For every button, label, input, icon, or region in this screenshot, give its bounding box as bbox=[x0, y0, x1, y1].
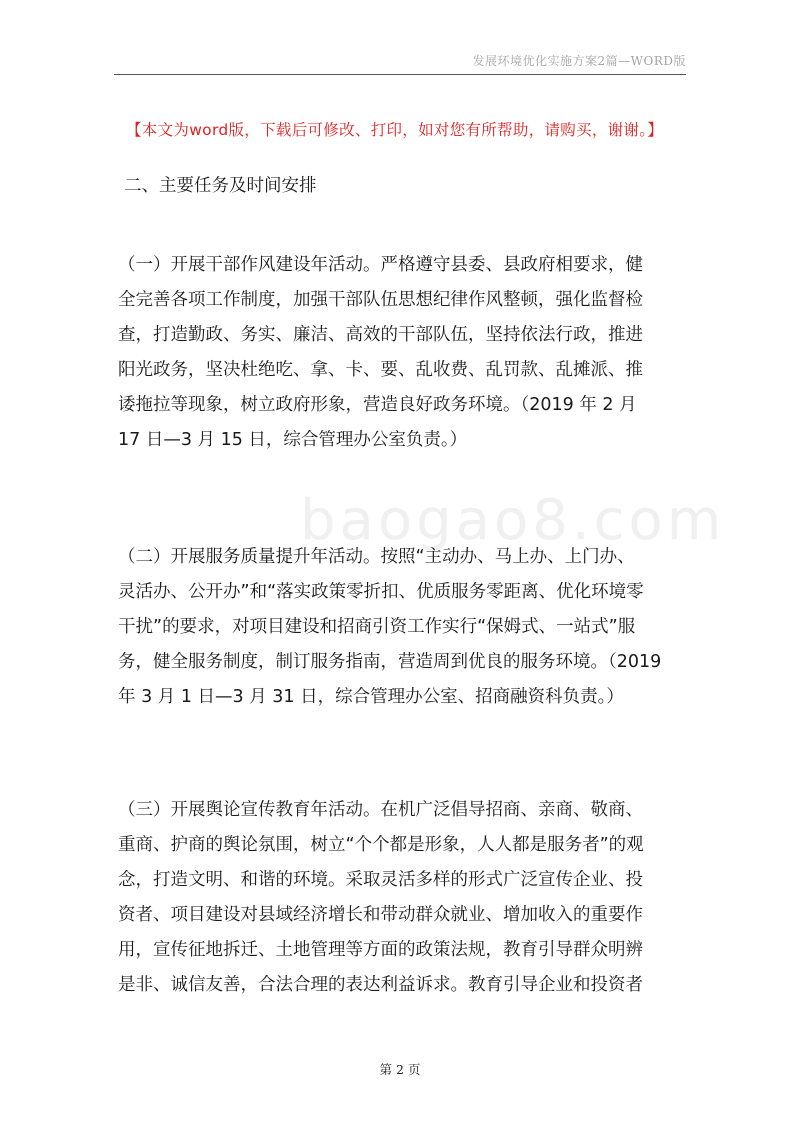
paragraph-line: 干扰”的要求，对项目建设和招商引资工作实行“保姆式、一站式”服 bbox=[118, 617, 636, 637]
paragraph-line: 重商、护商的舆论氛围，树立“个个都是形象，人人都是服务者”的观 bbox=[118, 835, 644, 855]
paragraph-line: 用，宣传征地拆迁、土地管理等方面的政策法规，教育引导群众明辨 bbox=[118, 940, 643, 960]
paragraph-line: 是非、诚信友善，合法合理的表达利益诉求。教育引导企业和投资者 bbox=[118, 975, 643, 995]
paragraph-line: 全完善各项工作制度，加强干部队伍思想纪律作风整顿，强化监督检 bbox=[118, 290, 643, 310]
page-header-title: 发展环境优化实施方案2篇—WORD版 bbox=[472, 54, 686, 68]
paragraph-line: 念，打造文明、和谐的环境。采取灵活多样的形式广泛宣传企业、投 bbox=[118, 870, 643, 890]
paragraph-line: （二）开展服务质量提升年活动。按照“主动办、马上办、上门办、 bbox=[118, 547, 635, 567]
purchase-notice: 【本文为word版，下载后可修改、打印，如对您有所帮助，请购买，谢谢。】 bbox=[126, 121, 664, 139]
paragraph-line: 诿拖拉等现象，树立政府形象，营造良好政务环境。（2019 年 2 月 bbox=[118, 395, 637, 415]
paragraph-line: 查，打造勤政、务实、廉洁、高效的干部队伍，坚持依法行政，推进 bbox=[118, 325, 643, 345]
paragraph-line: 灵活办、公开办”和“落实政策零折扣、优质服务零距离、优化环境零 bbox=[118, 582, 644, 602]
paragraph-task-2 bbox=[118, 540, 690, 715]
paragraph-line: （三）开展舆论宣传教育年活动。在机广泛倡导招商、亲商、敬商、 bbox=[118, 800, 643, 820]
section-heading: 二、主要任务及时间安排 bbox=[124, 176, 317, 196]
paragraph-line: 阳光政务，坚决杜绝吃、拿、卡、要、乱收费、乱罚款、乱摊派、推 bbox=[118, 360, 643, 380]
paragraph-line: 务，健全服务制度，制订服务指南，营造周到优良的服务环境。（2019 bbox=[118, 652, 662, 672]
paragraph-line: 17 日—3 月 15 日，综合管理办公室负责。） bbox=[118, 430, 468, 450]
watermark: baogao8.com bbox=[300, 488, 726, 553]
paragraph-task-1 bbox=[118, 248, 690, 458]
paragraph-line: 年 3 月 1 日—3 月 31 日，综合管理办公室、招商融资科负责。） bbox=[118, 687, 624, 707]
header-divider bbox=[114, 74, 686, 75]
page-number: 第 2 页 bbox=[379, 1062, 421, 1077]
paragraph-line: 资者、项目建设对县域经济增长和带动群众就业、增加收入的重要作 bbox=[118, 905, 643, 925]
paragraph-line: （一）开展干部作风建设年活动。严格遵守县委、县政府相要求，健 bbox=[118, 255, 643, 275]
paragraph-task-3 bbox=[118, 793, 690, 1003]
